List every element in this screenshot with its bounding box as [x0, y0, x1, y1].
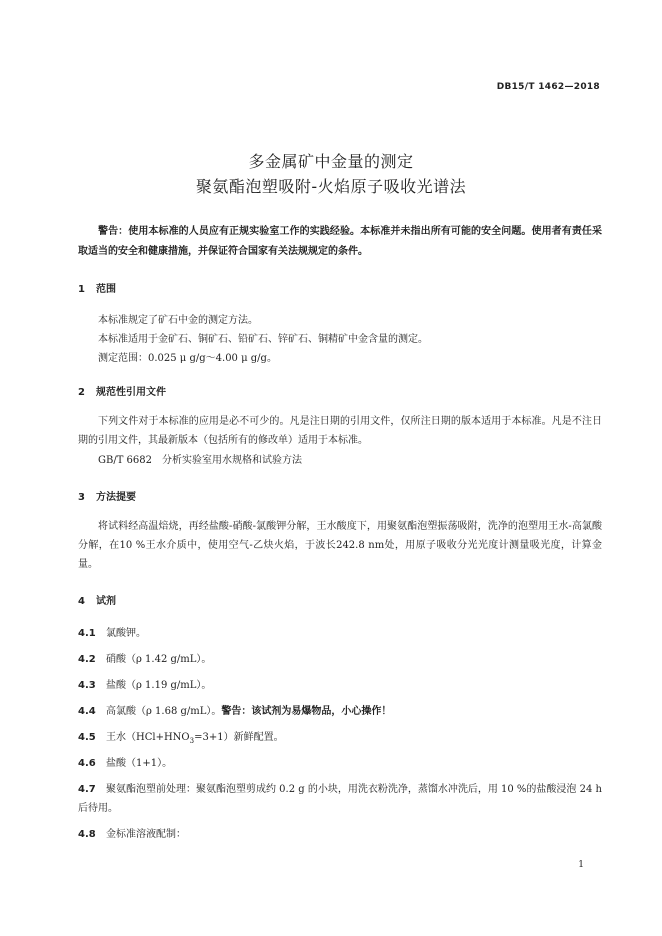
section-heading-references	[78, 383, 166, 398]
item-number: 4.1	[78, 628, 96, 639]
item-text: 高氯酸（ρ 1.68 g/mL）。	[106, 706, 222, 717]
reference-entry: GB/T 6682 分析实验室用水规格和试验方法	[98, 455, 303, 466]
section-title: 规范性引用文件	[96, 387, 166, 398]
section-heading-reagents	[78, 592, 116, 607]
page-number: 1	[578, 860, 584, 870]
section-title: 试剂	[96, 596, 116, 607]
section-number: 3	[78, 492, 85, 503]
item-number: 4.4	[78, 706, 96, 717]
reagent-item	[78, 728, 602, 751]
reagent-item	[78, 754, 602, 773]
references-paragraph: 下列文件对于本标准的应用是必不可少的。凡是注日期的引用文件，仅所注日期的版本适用于本标准。凡是不注日期的引用文件，其最新版本（包括所有的修改单）适用于本标准。	[78, 416, 602, 446]
item-number: 4.6	[78, 758, 96, 769]
item-number: 4.5	[78, 732, 96, 743]
section-heading-scope	[78, 280, 116, 295]
section-title: 方法提要	[96, 492, 136, 503]
reagent-item	[78, 650, 602, 669]
section-number: 4	[78, 596, 85, 607]
section-number: 2	[78, 387, 85, 398]
item-number: 4.8	[78, 829, 96, 840]
section-title: 范围	[96, 284, 116, 295]
section-number: 1	[78, 284, 85, 295]
item-text: 王水（HCl+HNO	[106, 732, 190, 743]
document-title-line1: 多金属矿中金量的测定	[248, 152, 414, 171]
scope-line: 本标准适用于金矿石、铜矿石、铅矿石、锌矿石、铜精矿中金含量的测定。	[98, 334, 428, 345]
reagent-item	[78, 676, 602, 695]
method-paragraph: 将试料经高温焙烧，再经盐酸-硝酸-氯酸钾分解，王水酸度下，用聚氨酯泡塑振荡吸附，洗净的泡塑用王水-高氯酸分解，在10 %王水介质中，使用空气-乙炔火焰，于波长242.8 nm处，用原子吸收分光光度计测量吸光度，计算金量。	[78, 521, 602, 570]
item-warning: 警告：该试剂为易爆物品，小心操作！	[221, 706, 392, 717]
scope-line: 测定范围：0.025 μ g/g～4.00 μ g/g。	[98, 353, 277, 364]
item-text: 硝酸（ρ 1.42 g/mL）。	[106, 654, 212, 665]
reagent-item	[78, 624, 602, 643]
reagent-item	[78, 825, 602, 844]
item-text: 聚氨酯泡塑前处理：聚氨酯泡塑剪成约 0.2 g 的小块，用洗衣粉洗净，蒸馏水冲洗后，用 10 %的盐酸浸泡 24 h 后待用。	[78, 784, 602, 814]
section-heading-method	[78, 488, 136, 503]
item-text: 氯酸钾。	[106, 628, 146, 639]
item-number: 4.3	[78, 680, 96, 691]
item-text: =3+1）新鲜配置。	[194, 732, 284, 743]
item-number: 4.7	[78, 784, 96, 795]
safety-warning: 警告：使用本标准的人员应有正规实验室工作的实践经验。本标准并未指出所有可能的安全问题。使用者有责任采取适当的安全和健康措施，并保证符合国家有关法规规定的条件。	[78, 226, 602, 257]
reagent-item	[78, 702, 602, 721]
item-text: 盐酸（1+1）。	[106, 758, 173, 769]
item-number: 4.2	[78, 654, 96, 665]
document-title-line2: 聚氨酯泡塑吸附-火焰原子吸收光谱法	[195, 177, 467, 196]
item-subscript: 3	[189, 737, 195, 745]
item-text: 金标准溶液配制：	[106, 829, 186, 840]
scope-line: 本标准规定了矿石中金的测定方法。	[98, 315, 258, 326]
item-text: 盐酸（ρ 1.19 g/mL）。	[106, 680, 212, 691]
standard-code: DB15/T 1462—2018	[496, 82, 600, 92]
reagent-item	[78, 780, 602, 818]
